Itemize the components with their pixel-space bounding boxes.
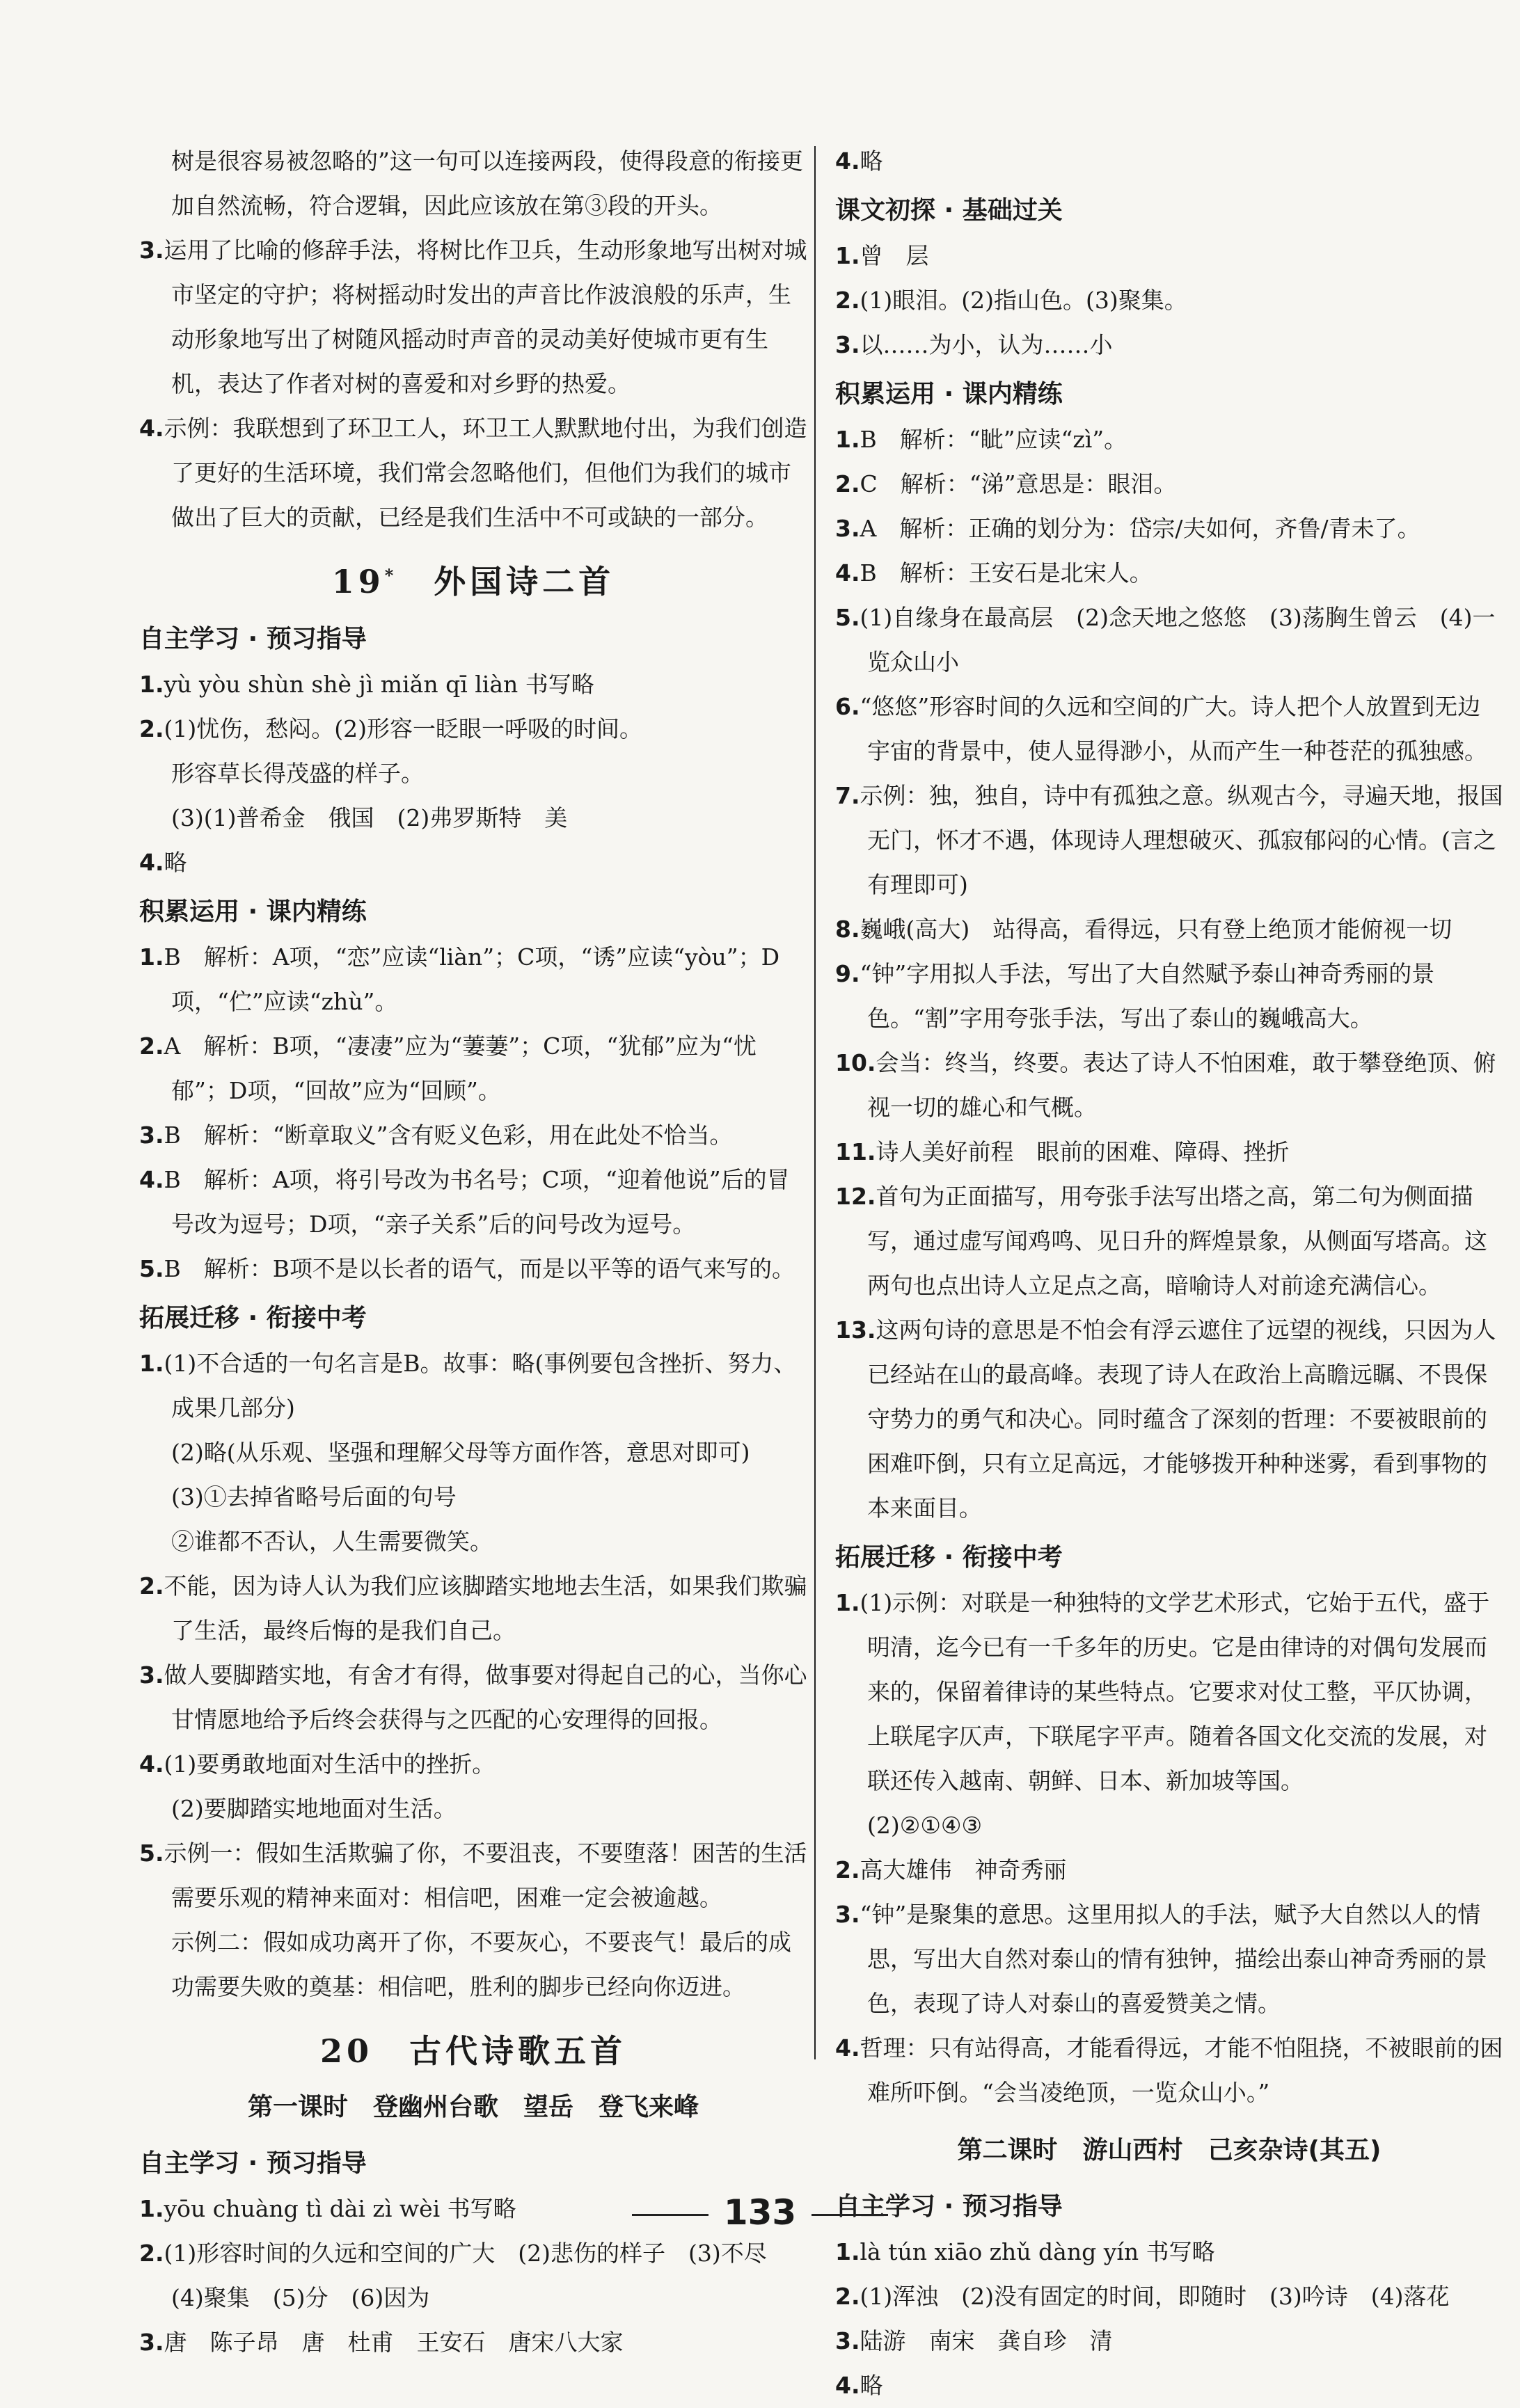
item-text: (1)浑浊 (2)没有固定的时间，即随时 (3)吟诗 (4)落花 bbox=[860, 2283, 1450, 2310]
item-text: “悠悠”形容时间的久远和空间的广大。诗人把个人放置到无边宇宙的背景中，使人显得渺小，从而产生一种苍茫的孤独感。 bbox=[860, 693, 1487, 765]
list bbox=[139, 139, 807, 540]
left-column bbox=[139, 139, 807, 2365]
item-number: 1. bbox=[835, 426, 860, 453]
item-number: 3. bbox=[139, 1661, 164, 1689]
item-number: 1. bbox=[139, 2195, 164, 2222]
item-text: 运用了比喻的修辞手法，将树比作卫兵，生动形象地写出树对城市坚定的守护；将树摇动时发出的声音比作波浪般的乐声，生动形象地写出了树随风摇动时声音的灵动美好使城市更有生机，表达了作者对树的喜爱和对乡野的热爱。 bbox=[164, 237, 807, 397]
answer-item bbox=[835, 507, 1503, 551]
item-number: 3. bbox=[139, 237, 164, 264]
item-number: 3. bbox=[139, 2329, 164, 2356]
list bbox=[835, 234, 1503, 367]
item-text: B 解析：“眦”应读“zì”。 bbox=[860, 426, 1127, 453]
section-heading: 积累运用 · 课内精练 bbox=[835, 380, 1063, 408]
item-text: 不能，因为诗人认为我们应该脚踏实地地去生活，如果我们欺骗了生活，最终后悔的是我们自己。 bbox=[164, 1572, 807, 1644]
item-text: “钟”字用拟人手法，写出了大自然赋予泰山神奇秀丽的景色。“割”字用夸张手法，写出了泰山的巍峨高大。 bbox=[860, 960, 1435, 1032]
item-text: 诗人美好前程 眼前的困难、障碍、挫折 bbox=[876, 1138, 1290, 1165]
answer-item bbox=[139, 751, 807, 796]
item-number: 2. bbox=[139, 1572, 164, 1600]
answer-item bbox=[835, 139, 1503, 184]
item-text: 做人要脚踏实地，有舍才有得，做事要对得起自己的心，当你心甘情愿地给予后终会获得与之匹配的心安理得的回报。 bbox=[164, 1661, 807, 1733]
item-text: 形容草长得茂盛的样子。 bbox=[171, 760, 424, 787]
item-number: 6. bbox=[835, 693, 860, 720]
item-text: (3)(1)普希金 俄国 (2)弗罗斯特 美 bbox=[171, 804, 568, 831]
list bbox=[835, 417, 1503, 1531]
item-text: 示例：我联想到了环卫工人，环卫工人默默地付出，为我们创造了更好的生活环境，我们常会忽略他们，但他们为我们的城市做出了巨大的贡献，已经是我们生活中不可或缺的一部分。 bbox=[164, 415, 807, 531]
item-text: yōu chuàng tì dài zì wèi 书写略 bbox=[164, 2195, 516, 2222]
answer-item bbox=[835, 278, 1503, 323]
answer-item bbox=[139, 1158, 807, 1247]
period-title: 第一课时 登幽州台歌 望岳 登飞来峰 bbox=[247, 2093, 699, 2121]
item-text: 这两句诗的意思是不怕会有浮云遮住了远望的视线，只因为人已经站在山的最高峰。表现了诗人在政治上高瞻远瞩、不畏保守势力的勇气和决心。同时蕴含了深刻的哲理：不要被眼前的困难吓倒，只有立足高远，才能够拨开种种迷雾，看到事物的本来面目。 bbox=[867, 1316, 1496, 1522]
item-text: 示例二：假如成功离开了你，不要灰心，不要丧气！最后的成功需要失败的奠基：相信吧，胜利的脚步已经向你迈进。 bbox=[171, 1929, 791, 2000]
answer-item bbox=[139, 139, 807, 228]
item-text: 示例一：假如生活欺骗了你，不要沮丧，不要堕落！困苦的生活需要乐观的精神来面对：相信吧，困难一定会被逾越。 bbox=[164, 1840, 807, 1911]
answer-item bbox=[139, 2231, 807, 2320]
item-text: (1)自缘身在最高层 (2)念天地之悠悠 (3)荡胸生曾云 (4)一览众山小 bbox=[860, 604, 1496, 676]
section-heading: 自主学习 · 预习指导 bbox=[835, 2192, 1063, 2221]
item-number: 3. bbox=[835, 1901, 860, 1928]
answer-item bbox=[139, 1113, 807, 1158]
item-number: 3. bbox=[835, 2327, 860, 2354]
item-text: 巍峨(高大) 站得高，看得远，只有登上绝顶才能俯视一切 bbox=[860, 916, 1452, 943]
answer-item bbox=[139, 707, 807, 751]
item-number: 4. bbox=[835, 2034, 860, 2062]
answer-item bbox=[139, 662, 807, 707]
answer-item bbox=[835, 1041, 1503, 1130]
item-text: 陆游 南宋 龚自珍 清 bbox=[860, 2327, 1113, 2354]
item-text: B 解析：王安石是北宋人。 bbox=[860, 559, 1153, 587]
item-text: ②谁都不否认，人生需要微笑。 bbox=[171, 1528, 493, 1555]
item-text: (2)②①④③ bbox=[867, 1812, 983, 1839]
answer-item bbox=[139, 1520, 807, 1564]
item-text: 树是很容易被忽略的”这一句可以连接两段，使得段意的衔接更加自然流畅，符合逻辑，因此应该放在第③段的开头。 bbox=[171, 147, 803, 219]
answer-item bbox=[139, 1475, 807, 1520]
item-text: A 解析：正确的划分为：岱宗/夫如何，齐鲁/青未了。 bbox=[860, 515, 1420, 542]
answer-item bbox=[139, 1430, 807, 1475]
answer-item bbox=[139, 1787, 807, 1831]
list bbox=[139, 935, 807, 1291]
list bbox=[139, 1341, 807, 2009]
item-number: 4. bbox=[139, 1751, 164, 1778]
item-number: 2. bbox=[139, 2240, 164, 2267]
item-text: (1)忧伤，愁闷。(2)形容一眨眼一呼吸的时间。 bbox=[164, 715, 642, 742]
item-number: 3. bbox=[835, 331, 860, 358]
item-text: 示例：独，独自，诗中有孤独之意。纵观古今，寻遍天地，报国无门，怀才不遇，体现诗人理想破灭、孤寂郁闷的心情。(言之有理即可) bbox=[860, 782, 1503, 898]
period-title: 第二课时 游山西村 己亥杂诗(其五) bbox=[957, 2136, 1382, 2164]
item-text: (2)略(从乐观、坚强和理解父母等方面作答，意思对即可) bbox=[171, 1439, 750, 1466]
section-heading: 自主学习 · 预习指导 bbox=[139, 625, 367, 653]
answer-item bbox=[139, 840, 807, 885]
answer-item bbox=[835, 462, 1503, 507]
right-column bbox=[835, 139, 1503, 2408]
item-number: 12. bbox=[835, 1183, 876, 1210]
item-text: C 解析：“涕”意思是：眼泪。 bbox=[860, 470, 1177, 497]
item-text: (1)示例：对联是一种独特的文学艺术形式，它始于五代，盛于明清，迄今已有一千多年的历史。它是由律诗的对偶句发展而来的，保留着律诗的某些特点。它要求对仗工整，平仄协调，上联尾字仄声，下联尾字平声。随着各国文化交流的发展，对联还传入越南、朝鲜、日本、新加坡等国。 bbox=[860, 1589, 1490, 1794]
answer-item bbox=[139, 1920, 807, 2009]
answer-item bbox=[835, 2230, 1503, 2274]
answer-item bbox=[835, 2363, 1503, 2408]
answer-item bbox=[835, 1848, 1503, 1892]
item-text: (1)不合适的一句名言是B。故事：略(事例要包含挫折、努力、成果几部分) bbox=[164, 1350, 797, 1421]
item-text: 首句为正面描写，用夸张手法写出塔之高，第二句为侧面描写，通过虚写闻鸡鸣、见日升的辉煌景象，从侧面写塔高。这两句也点出诗人立足点之高，暗喻诗人对前途充满信心。 bbox=[867, 1183, 1487, 1299]
item-text: 略 bbox=[164, 849, 187, 876]
item-number: 4. bbox=[139, 415, 164, 442]
item-number: 2. bbox=[835, 287, 860, 314]
item-number: 5. bbox=[139, 1255, 164, 1282]
item-text: 唐 陈子昂 唐 杜甫 王安石 唐宋八大家 bbox=[164, 2329, 624, 2356]
item-text: B 解析：B项不是以长者的语气，而是以平等的语气来写的。 bbox=[164, 1255, 795, 1282]
answer-item bbox=[139, 1831, 807, 1920]
answer-item bbox=[139, 1341, 807, 1430]
item-number: 2. bbox=[835, 2283, 860, 2310]
item-number: 2. bbox=[835, 470, 860, 497]
answer-item bbox=[835, 596, 1503, 685]
dash-left bbox=[632, 2214, 708, 2216]
answer-item bbox=[835, 323, 1503, 367]
answer-item bbox=[835, 1174, 1503, 1308]
answer-item bbox=[139, 1564, 807, 1653]
item-text: (1)形容时间的久远和空间的广大 (2)悲伤的样子 (3)不尽 (4)聚集 (5)分 (6)因为 bbox=[164, 2240, 790, 2311]
item-text: (1)要勇敢地面对生活中的挫折。 bbox=[164, 1751, 496, 1778]
item-text: 哲理：只有站得高，才能看得远，才能不怕阻挠，不被眼前的困难所吓倒。“会当凌绝顶，一览众山小。” bbox=[860, 2034, 1503, 2106]
item-text: (2)要脚踏实地地面对生活。 bbox=[171, 1795, 457, 1822]
list bbox=[835, 139, 1503, 184]
answer-item bbox=[835, 2274, 1503, 2319]
item-number: 4. bbox=[835, 147, 860, 175]
answer-item bbox=[835, 907, 1503, 952]
section-heading: 自主学习 · 预习指导 bbox=[139, 2149, 367, 2178]
answer-item bbox=[139, 1247, 807, 1291]
item-number: 3. bbox=[139, 1122, 164, 1149]
answer-item bbox=[139, 1742, 807, 1787]
section-heading: 课文初探 · 基础过关 bbox=[835, 196, 1063, 225]
item-number: 2. bbox=[139, 715, 164, 742]
answer-item bbox=[835, 952, 1503, 1041]
item-number: 1. bbox=[139, 671, 164, 698]
item-text: 高大雄伟 神奇秀丽 bbox=[860, 1856, 1067, 1883]
section-heading: 积累运用 · 课内精练 bbox=[139, 898, 367, 926]
item-number: 8. bbox=[835, 916, 860, 943]
item-text: là tún xiāo zhǔ dàng yín 书写略 bbox=[860, 2238, 1215, 2265]
dash-right bbox=[812, 2214, 888, 2216]
item-number: 3. bbox=[835, 515, 860, 542]
answer-item bbox=[835, 417, 1503, 462]
answer-item bbox=[835, 1308, 1503, 1531]
answer-item bbox=[835, 551, 1503, 596]
item-number: 11. bbox=[835, 1138, 876, 1165]
item-number: 1. bbox=[139, 1350, 164, 1377]
page-number: 133 bbox=[0, 2192, 1520, 2233]
answer-item bbox=[835, 234, 1503, 278]
item-text: 略 bbox=[860, 2372, 883, 2399]
item-text: B 解析：A项，“恋”应读“liàn”；C项，“诱”应读“yòu”；D项，“伫”应读“zhù”。 bbox=[164, 943, 780, 1015]
list bbox=[835, 2230, 1503, 2408]
item-number: 10. bbox=[835, 1049, 876, 1076]
item-text: 曾 层 bbox=[860, 242, 929, 269]
answer-item bbox=[835, 1803, 1503, 1848]
item-number: 2. bbox=[139, 1032, 164, 1060]
list bbox=[139, 662, 807, 885]
answer-item bbox=[139, 406, 807, 540]
section-heading: 拓展迁移 · 衔接中考 bbox=[835, 1543, 1063, 1572]
item-text: 以……为小，认为……小 bbox=[860, 331, 1113, 358]
answer-item bbox=[139, 1024, 807, 1113]
lesson-title-20: 20 古代诗歌五首 bbox=[319, 2032, 626, 2070]
list bbox=[835, 1581, 1503, 2115]
item-text: B 解析：“断章取义”含有贬义色彩，用在此处不恰当。 bbox=[164, 1122, 733, 1149]
item-number: 1. bbox=[835, 2238, 860, 2265]
column-divider bbox=[814, 146, 816, 2059]
item-number: 9. bbox=[835, 960, 860, 987]
item-text: (1)眼泪。(2)指山色。(3)聚集。 bbox=[860, 287, 1187, 314]
item-text: “钟”是聚集的意思。这里用拟人的手法，赋予大自然以人的情思，写出大自然对泰山的情有独钟，描绘出泰山神奇秀丽的景色，表现了诗人对泰山的喜爱赞美之情。 bbox=[860, 1901, 1487, 2017]
item-text: 会当：终当，终要。表达了诗人不怕困难，敢于攀登绝顶、俯视一切的雄心和气概。 bbox=[867, 1049, 1496, 1121]
item-number: 5. bbox=[835, 604, 860, 631]
item-text: yù yòu shùn shè jì miǎn qī liàn 书写略 bbox=[164, 671, 594, 698]
answer-item bbox=[139, 1653, 807, 1742]
item-number: 2. bbox=[835, 1856, 860, 1883]
answer-item bbox=[835, 1130, 1503, 1174]
item-number: 1. bbox=[835, 1589, 860, 1616]
answer-item bbox=[139, 796, 807, 840]
item-text: (3)①去掉省略号后面的句号 bbox=[171, 1483, 457, 1510]
item-text: B 解析：A项，将引号改为书名号；C项，“迎着他说”后的冒号改为逗号；D项，“亲子关系”后的问号改为逗号。 bbox=[164, 1166, 790, 1238]
item-number: 7. bbox=[835, 782, 860, 809]
lesson-title-19: 19* 外国诗二首 bbox=[331, 563, 615, 600]
item-number: 5. bbox=[139, 1840, 164, 1867]
item-number: 4. bbox=[139, 849, 164, 876]
answer-item bbox=[139, 228, 807, 406]
item-number: 1. bbox=[835, 242, 860, 269]
answer-item bbox=[835, 2319, 1503, 2363]
answer-item bbox=[835, 685, 1503, 774]
item-text: 略 bbox=[860, 147, 883, 175]
answer-item bbox=[835, 774, 1503, 907]
item-text: A 解析：B项，“凄凄”应为“萋萋”；C项，“犹郁”应为“忧郁”；D项，“回故”应为“回顾”。 bbox=[164, 1032, 757, 1104]
item-number: 13. bbox=[835, 1316, 876, 1343]
section-heading: 拓展迁移 · 衔接中考 bbox=[139, 1304, 367, 1332]
answer-item bbox=[139, 935, 807, 1024]
item-number: 1. bbox=[139, 943, 164, 971]
item-number: 4. bbox=[835, 559, 860, 587]
answer-item bbox=[835, 2026, 1503, 2115]
item-number: 4. bbox=[835, 2372, 860, 2399]
answer-item bbox=[835, 1581, 1503, 1803]
item-number: 4. bbox=[139, 1166, 164, 1193]
answer-item bbox=[139, 2320, 807, 2365]
answer-item bbox=[835, 1892, 1503, 2026]
